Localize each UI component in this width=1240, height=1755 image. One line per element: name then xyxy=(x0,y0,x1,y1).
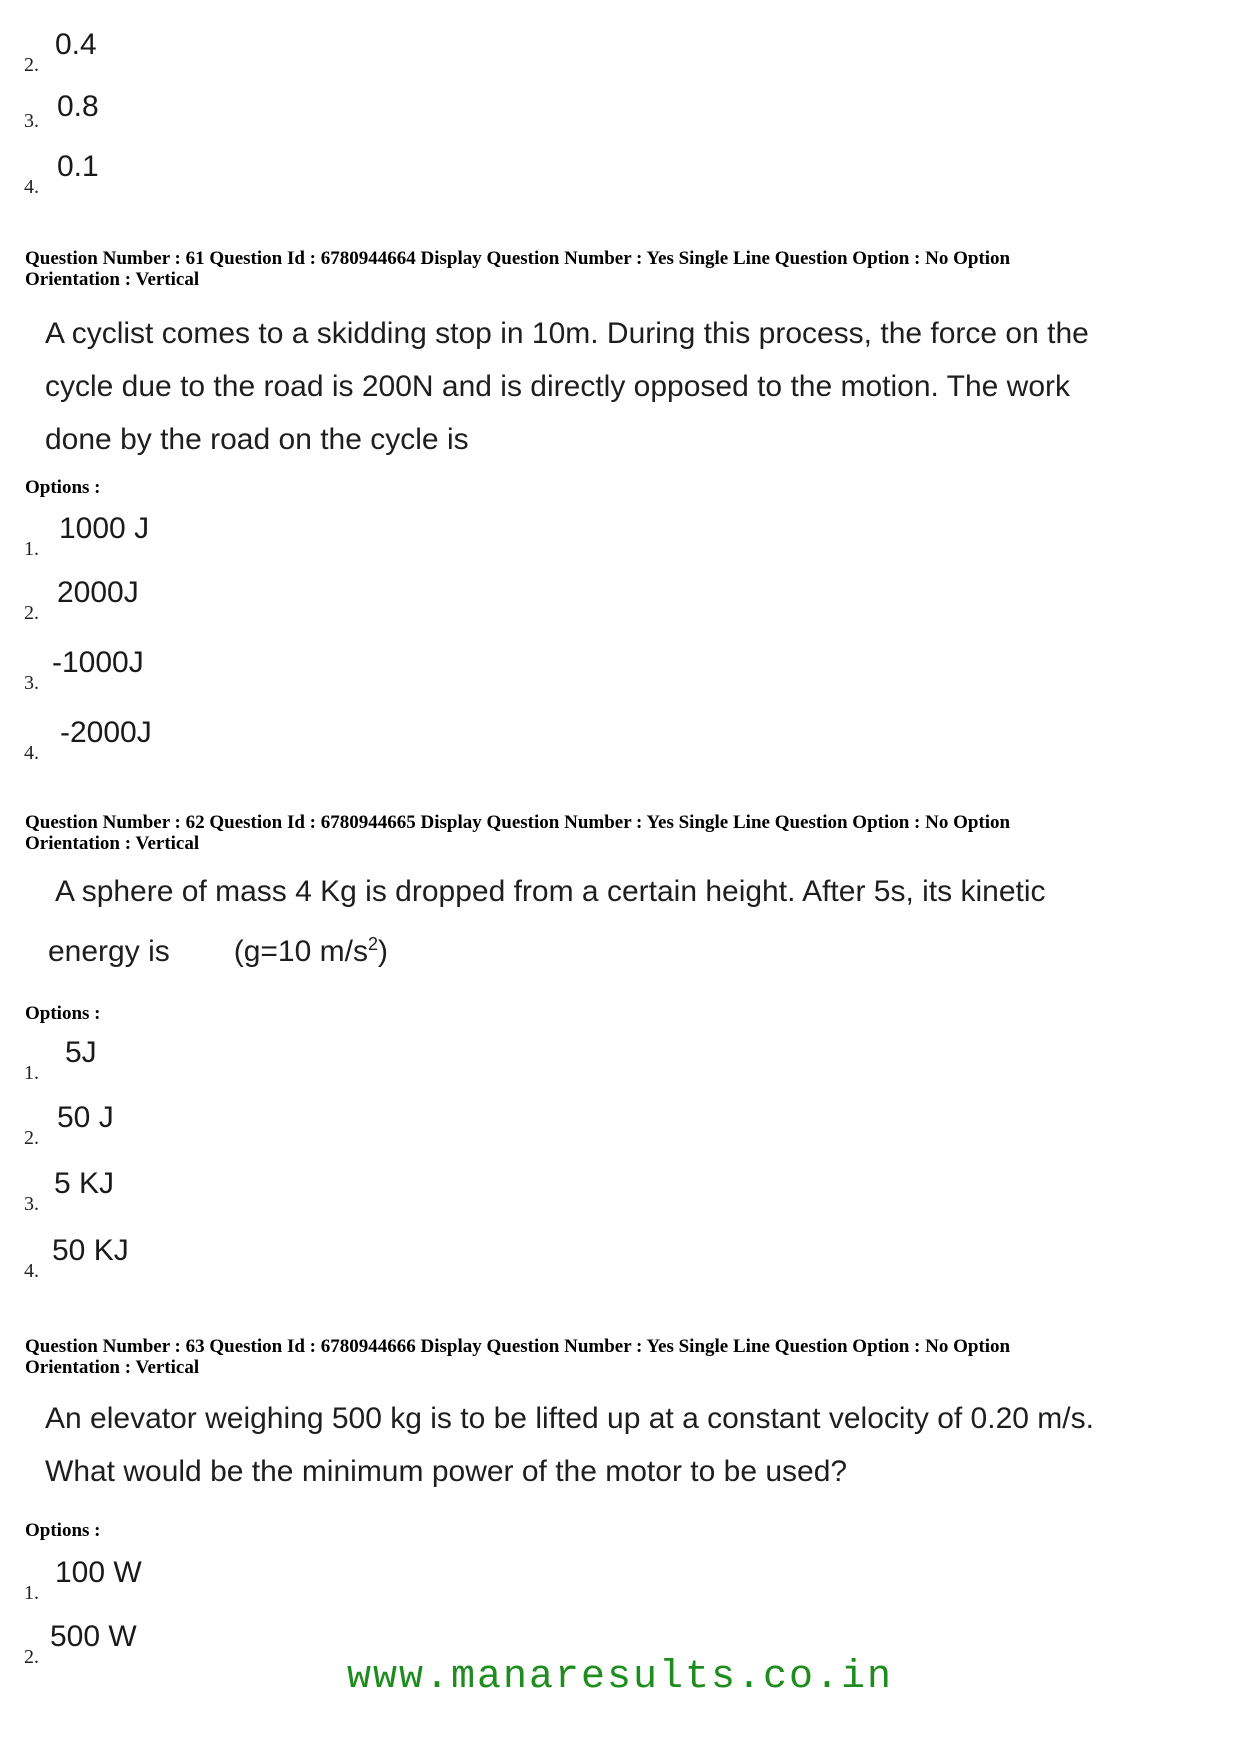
option-number: 2. xyxy=(24,54,39,76)
options-label: Options : xyxy=(25,1520,101,1541)
site-watermark: www.manaresults.co.in xyxy=(346,1655,894,1700)
question-text-line: A sphere of mass 4 Kg is dropped from a certain height. After 5s, its kinetic xyxy=(55,875,1046,908)
option-value: 100 W xyxy=(55,1556,142,1589)
question-text xyxy=(45,307,1225,466)
question-text-line: cycle due to the road is 200N and is directly opposed to the motion. The work xyxy=(45,370,1071,403)
option-value: 0.8 xyxy=(57,90,99,123)
question-formula-suffix: ) xyxy=(377,935,388,968)
question-text xyxy=(45,1392,1225,1498)
question-text-line xyxy=(48,918,1235,978)
option-value: 0.1 xyxy=(57,150,99,183)
option-number: 3. xyxy=(24,110,39,132)
option-number: 4. xyxy=(24,742,39,764)
question-text-line: An elevator weighing 500 kg is to be lifted up at a constant velocity of 0.20 m/s. xyxy=(45,1402,1094,1435)
question-formula-superscript: 2 xyxy=(367,934,378,954)
option-value: 1000 J xyxy=(59,512,150,545)
option-value: 5 KJ xyxy=(54,1167,115,1200)
option-number: 2. xyxy=(24,602,39,624)
question-text-line: What would be the minimum power of the motor to be used? xyxy=(45,1455,848,1488)
question-header: Question Number : 63 Question Id : 6780944666 Display Question Number : Yes Single Line Question Option : No Option Orientation : Vertical xyxy=(25,1336,1011,1378)
option-number: 4. xyxy=(24,1260,39,1282)
option-value: -2000J xyxy=(60,716,152,749)
option-value: 0.4 xyxy=(55,28,97,61)
options-label: Options : xyxy=(25,477,101,498)
option-number: 1. xyxy=(24,538,39,560)
option-number: 2. xyxy=(24,1127,39,1149)
option-value: 50 KJ xyxy=(52,1234,129,1267)
question-text xyxy=(48,865,1235,978)
option-value: 2000J xyxy=(57,576,139,609)
options-label: Options : xyxy=(25,1003,101,1024)
question-text-line: A cyclist comes to a skidding stop in 10m. During this process, the force on the xyxy=(45,317,1089,350)
question-text-segment: energy is xyxy=(48,935,170,968)
option-value: 50 J xyxy=(57,1101,114,1134)
option-value: 5J xyxy=(65,1036,97,1069)
option-number: 3. xyxy=(24,672,39,694)
option-number: 4. xyxy=(24,176,39,198)
option-value: 500 W xyxy=(50,1620,137,1653)
option-value: -1000J xyxy=(52,646,144,679)
option-number: 2. xyxy=(24,1646,39,1668)
option-number: 1. xyxy=(24,1582,39,1604)
question-header: Question Number : 61 Question Id : 6780944664 Display Question Number : Yes Single Line Question Option : No Option Orientation : Vertical xyxy=(25,248,1011,290)
option-number: 1. xyxy=(24,1062,39,1084)
question-formula: (g=10 m/s xyxy=(233,935,368,968)
question-header: Question Number : 62 Question Id : 6780944665 Display Question Number : Yes Single Line Question Option : No Option Orientation : Vertical xyxy=(25,812,1011,854)
option-number: 3. xyxy=(24,1193,39,1215)
question-text-line: done by the road on the cycle is xyxy=(45,423,469,456)
